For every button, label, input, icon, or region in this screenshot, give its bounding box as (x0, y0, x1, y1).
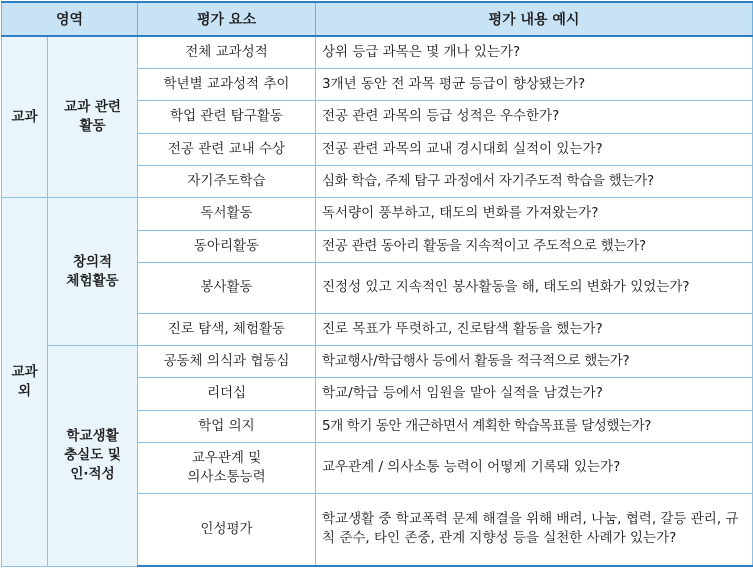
header-area: 영역 (2, 2, 138, 36)
example-cell: 진로 목표가 뚜렷하고, 진로탐색 활동을 했는가? (316, 313, 753, 345)
example-cell: 진정성 있고 지속적인 봉사활동을 해, 태도의 변화가 있었는가? (316, 263, 753, 314)
element-cell: 학업 의지 (138, 410, 316, 442)
example-cell: 전공 관련 과목의 등급 성적은 우수한가? (316, 101, 753, 133)
subarea-subject: 교과 관련 활동 (48, 36, 138, 198)
example-cell: 상위 등급 과목은 몇 개나 있는가? (316, 36, 753, 68)
area-curricular: 교과 (2, 36, 48, 198)
table-row (2, 345, 753, 377)
example-cell: 독서량이 풍부하고, 태도의 변화를 가져왔는가? (316, 198, 753, 230)
example-cell: 학교/학급 등에서 임원을 맡아 실적을 남겼는가? (316, 378, 753, 410)
example-cell: 심화 학습, 주제 탐구 과정에서 자기주도적 학습을 했는가? (316, 165, 753, 197)
header-example: 평가 내용 예시 (316, 2, 753, 36)
element-cell: 인성평가 (138, 493, 316, 566)
evaluation-table (1, 1, 753, 567)
example-cell: 3개년 동안 전 과목 평균 등급이 향상됐는가? (316, 68, 753, 100)
header-row (2, 2, 753, 36)
example-cell: 학교행사/학급행사 등에서 활동을 적극적으로 했는가? (316, 345, 753, 377)
example-cell: 전공 관련 과목의 교내 경시대회 실적이 있는가? (316, 133, 753, 165)
table-row (2, 198, 753, 230)
element-cell: 리더십 (138, 378, 316, 410)
element-cell: 봉사활동 (138, 263, 316, 314)
subarea-creative: 창의적 체험활동 (48, 198, 138, 346)
element-cell: 공동체 의식과 협동심 (138, 345, 316, 377)
element-cell: 학업 관련 탐구활동 (138, 101, 316, 133)
area-extracurricular: 교과 외 (2, 198, 48, 566)
example-cell: 교우관계 / 의사소통 능력이 어떻게 기록돼 있는가? (316, 443, 753, 494)
header-element: 평가 요소 (138, 2, 316, 36)
element-cell: 독서활동 (138, 198, 316, 230)
element-cell: 교우관계 및 의사소통능력 (138, 443, 316, 494)
element-cell: 진로 탐색, 체험활동 (138, 313, 316, 345)
example-cell: 전공 관련 동아리 활동을 지속적이고 주도적으로 했는가? (316, 230, 753, 262)
example-cell: 학교생활 중 학교폭력 문제 해결을 위해 배려, 나눔, 협력, 갈등 관리, 규칙 준수, 타인 존중, 관계 지향성 등을 실천한 사례가 있는가? (316, 493, 753, 566)
example-cell: 5개 학기 동안 개근하면서 계획한 학습목표를 달성했는가? (316, 410, 753, 442)
element-cell: 자기주도학습 (138, 165, 316, 197)
element-cell: 전공 관련 교내 수상 (138, 133, 316, 165)
element-cell: 전체 교과성적 (138, 36, 316, 68)
subarea-school-life: 학교생활 충실도 및 인·적성 (48, 345, 138, 566)
element-cell: 동아리활동 (138, 230, 316, 262)
element-cell: 학년별 교과성적 추이 (138, 68, 316, 100)
table-row (2, 36, 753, 68)
